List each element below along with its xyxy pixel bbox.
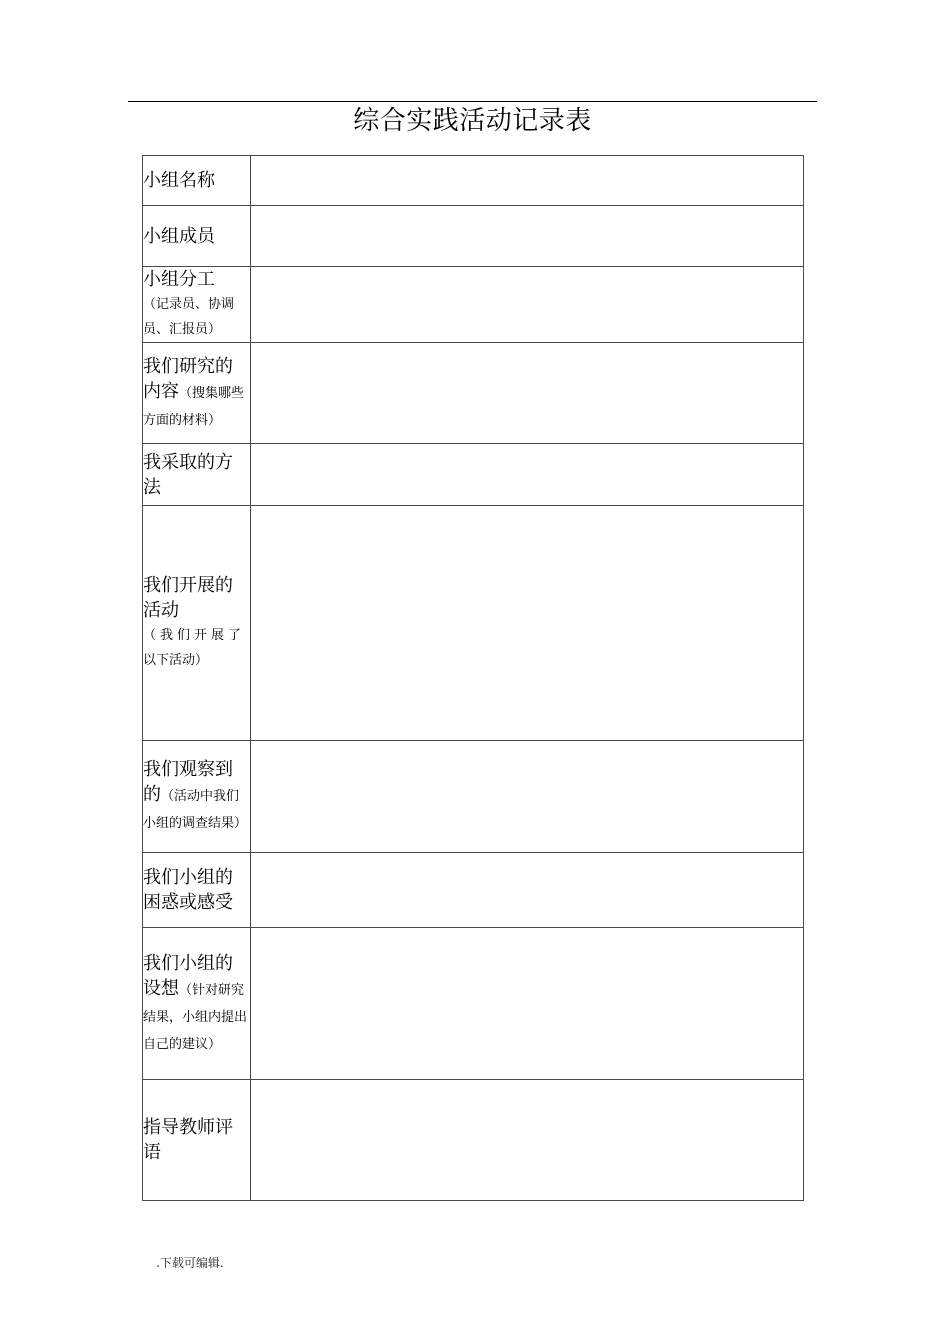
row-label-observations bbox=[143, 741, 251, 853]
proposals-field[interactable] bbox=[251, 928, 804, 1080]
row-label-research-content bbox=[143, 343, 251, 444]
label-main: 小组名称 bbox=[143, 170, 215, 191]
label-main: 我们研究的内容 bbox=[143, 355, 233, 402]
group-name-field[interactable] bbox=[251, 156, 804, 206]
table-row bbox=[143, 506, 804, 741]
page-title: 综合实践活动记录表 bbox=[353, 106, 592, 136]
label-main: 指导教师评语 bbox=[143, 1117, 233, 1163]
methods-field[interactable] bbox=[251, 444, 804, 506]
research-content-field[interactable] bbox=[251, 343, 804, 444]
table-row bbox=[143, 444, 804, 506]
label-main: 我们开展的活动 bbox=[143, 575, 233, 621]
group-members-field[interactable] bbox=[251, 206, 804, 267]
table-row bbox=[143, 928, 804, 1080]
table-row bbox=[143, 206, 804, 267]
label-main: 我采取的方法 bbox=[143, 451, 233, 498]
table-row bbox=[143, 741, 804, 853]
observations-field[interactable] bbox=[251, 741, 804, 853]
label-sub: （活动中我们小组的调查结果） bbox=[143, 789, 248, 831]
table-row bbox=[143, 1080, 804, 1201]
label-sub: （搜集哪些方面的材料） bbox=[143, 385, 245, 428]
row-label-confusion bbox=[143, 853, 251, 928]
activities-field[interactable] bbox=[251, 506, 804, 741]
record-table bbox=[142, 155, 804, 1201]
teacher-comments-field[interactable] bbox=[251, 1080, 804, 1201]
row-label-group-members bbox=[143, 206, 251, 267]
table-row bbox=[143, 267, 804, 343]
row-label-group-name bbox=[143, 156, 251, 206]
row-label-teacher-comments bbox=[143, 1080, 251, 1201]
row-label-activities bbox=[143, 506, 251, 741]
label-main: 小组分工 bbox=[143, 269, 215, 290]
label-sub: （我们开展了 bbox=[143, 628, 246, 643]
row-label-methods bbox=[143, 444, 251, 506]
label-main: 我们观察到的 bbox=[143, 759, 233, 805]
footer-note: .下载可编辑. bbox=[156, 1256, 224, 1270]
confusion-field[interactable] bbox=[251, 853, 804, 928]
table-row bbox=[143, 853, 804, 928]
table-row bbox=[143, 343, 804, 444]
row-label-division-of-work bbox=[143, 267, 251, 343]
division-of-work-field[interactable] bbox=[251, 267, 804, 343]
label-main: 小组成员 bbox=[143, 225, 215, 247]
label-main: 我们小组的困惑或感受 bbox=[143, 867, 233, 913]
label-main: 我们小组的设想 bbox=[143, 952, 233, 999]
label-sub: （记录员、协调员、汇报员） bbox=[143, 297, 235, 337]
label-sub-continued: 以下活动） bbox=[143, 653, 209, 668]
top-rule bbox=[128, 101, 817, 102]
label-sub: （针对研究结果，小组内提出自己的建议） bbox=[143, 982, 248, 1052]
row-label-proposals bbox=[143, 928, 251, 1080]
table-row bbox=[143, 156, 804, 206]
